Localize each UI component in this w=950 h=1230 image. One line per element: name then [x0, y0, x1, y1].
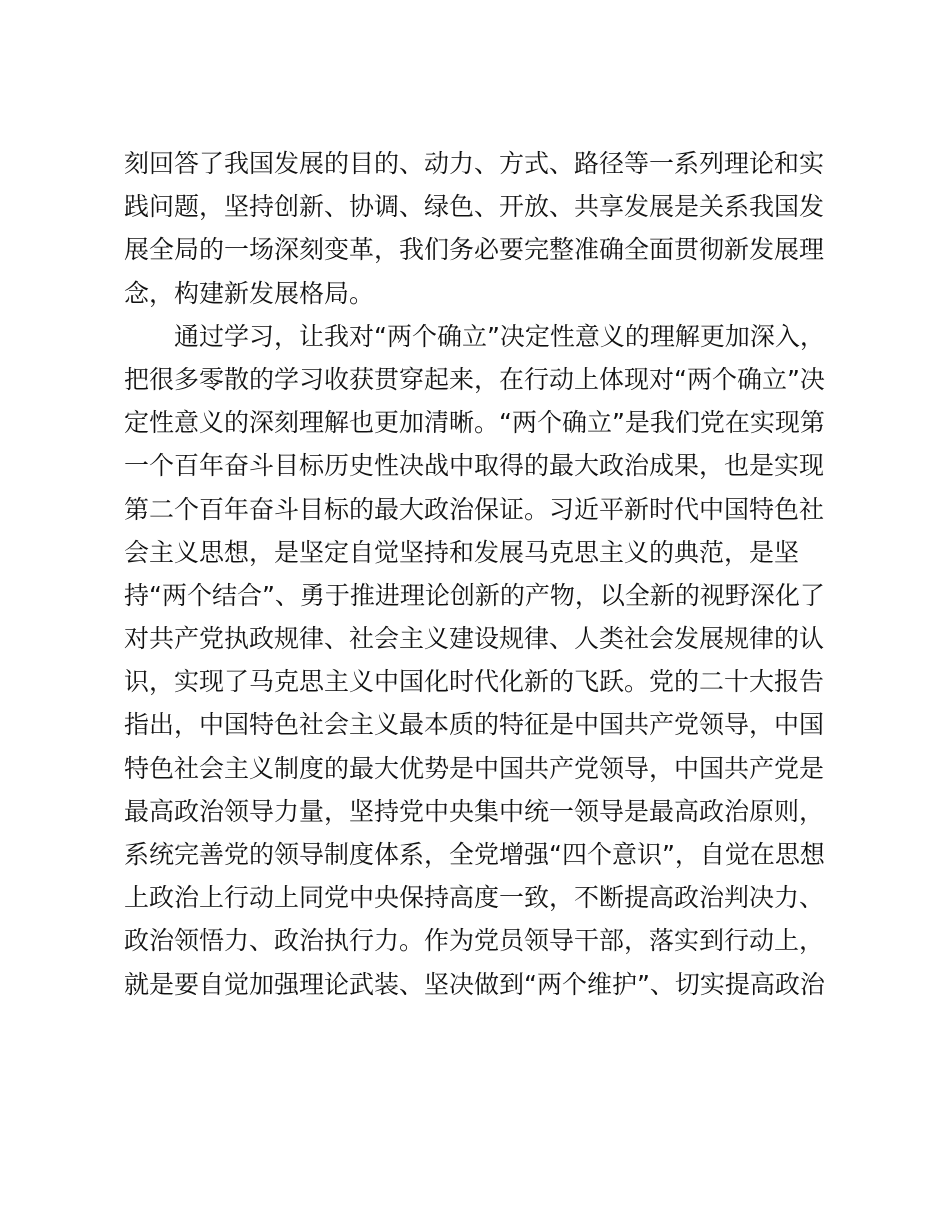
- text-line: 识，实现了马克思主义中国化时代化新的飞跃。党的二十大报告: [124, 667, 825, 697]
- text-line: 系统完善党的领导制度体系，全党增强“四个意识”，自觉在思想: [124, 840, 825, 869]
- text-line: 最高政治领导力量，坚持党中央集中统一领导是最高政治原则，: [124, 796, 825, 826]
- text-line: 会主义思想，是坚定自觉坚持和发展马克思主义的典范，是坚: [124, 537, 800, 567]
- text-line: 践问题，坚持创新、协调、绿色、开放、共享发展是关系我国发: [124, 192, 825, 222]
- text-line: 一个百年奋斗目标历史性决战中取得的最大政治成果，也是实现: [124, 451, 825, 481]
- text-line: 特色社会主义制度的最大优势是中国共产党领导，中国共产党是: [124, 753, 825, 783]
- text-line: 对共产党执政规律、社会主义建设规律、人类社会发展规律的认: [124, 624, 825, 654]
- text-line: 念，构建新发展格局。: [124, 278, 375, 308]
- text-line: 刻回答了我国发展的目的、动力、方式、路径等一系列理论和实: [124, 149, 825, 178]
- text-line: 上政治上行动上同党中央保持高度一致，不断提高政治判决力、: [124, 883, 825, 913]
- text-line: 政治领悟力、政治执行力。作为党员领导干部，落实到行动上，: [124, 926, 825, 956]
- text-line: 展全局的一场深刻变革，我们务必要完整准确全面贯彻新发展理: [124, 235, 825, 265]
- body-text: [124, 142, 824, 1006]
- text-line: 第二个百年奋斗目标的最大政治保证。习近平新时代中国特色社: [124, 494, 825, 524]
- text-line: 把很多零散的学习收获贯穿起来，在行动上体现对“两个确立”决: [124, 364, 825, 394]
- text-line: 持“两个结合”、勇于推进理论创新的产物，以全新的视野深化了: [124, 580, 825, 610]
- text-line: 定性意义的深刻理解也更加清晰。“两个确立”是我们党在实现第: [124, 408, 825, 438]
- paragraph-first-line: 通过学习，让我对“两个确立”决定性意义的理解更加深入，: [174, 321, 825, 351]
- text-line: 指出，中国特色社会主义最本质的特征是中国共产党领导，中国: [124, 710, 825, 740]
- text-line: 就是要自觉加强理论武装、坚决做到“两个维护”、切实提高政治: [124, 969, 825, 999]
